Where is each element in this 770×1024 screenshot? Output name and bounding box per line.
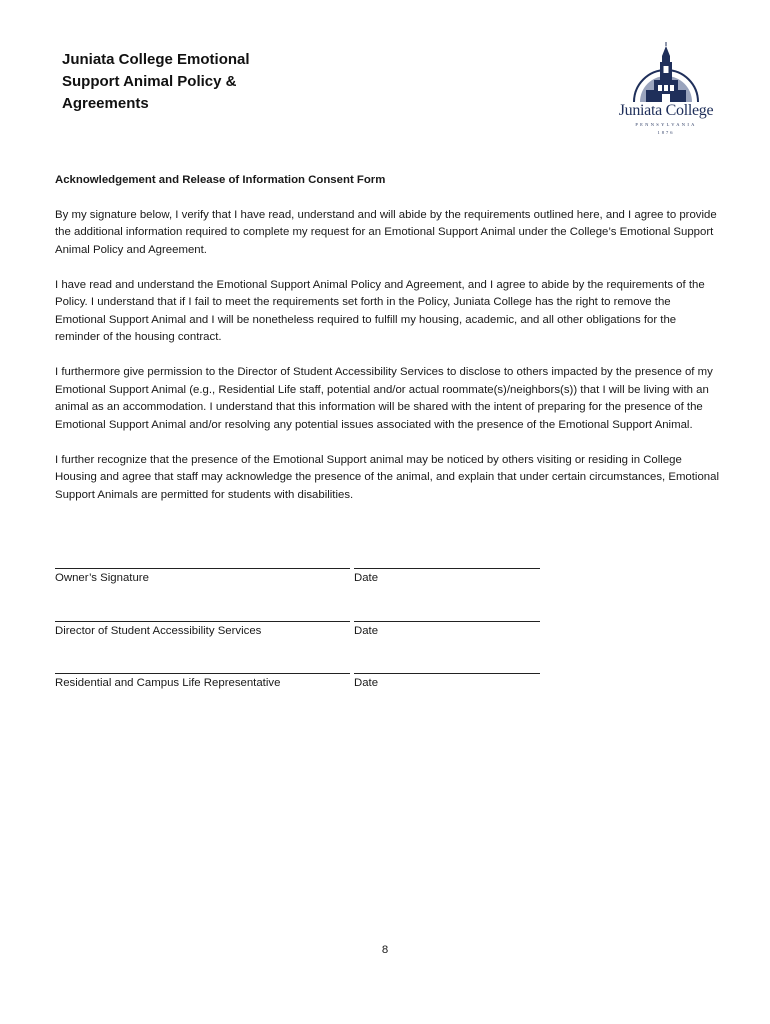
owner-date-label: Date [354,572,379,584]
paragraph-disclosure-permission: I furthermore give permission to the Director of Student Accessibility Services to disclose to others impacted by the presence of my Emotional Support Animal (e.g., Residential Life staff, potential and/or actual roommate(s)/neighbors(s)) that I will be living with an animal as an accommodation. I understand that this information will be shared with the intent of preparing for the presence of the Emotional Support Animal and/or resolving any potential issues associated with the presence of the Emotional Support Animal. [55,366,713,431]
juniata-college-logo [608,42,724,138]
director-date-label: Date [354,624,379,637]
signature-block [55,556,555,714]
logo-wordmark: Juniata College [618,102,714,119]
residential-signature-label: Residential and Campus Life Representative [55,677,281,689]
residential-date-label: Date [354,677,379,689]
founders-hall-icon [608,42,724,104]
page-title: Juniata College Emotional Support Animal Policy & Agreements [62,51,250,112]
signature-row-residential [55,661,555,714]
residential-date-line[interactable] [354,673,540,674]
owner-signature-line[interactable] [55,568,350,569]
director-signature-label: Director of Student Accessibility Services [55,624,262,637]
page-number: 8 [381,944,389,956]
signature-row-owner [55,556,555,609]
logo-subtitle: PENNSYLVANIA [635,122,697,127]
form-heading: Acknowledgement and Release of Information Consent Form [55,174,386,186]
paragraph-housing-recognition: I further recognize that the presence of the Emotional Support animal may be noticed by others visiting or residing in College Housing and agree that staff may acknowledge the presence of the animal, and explain that under certain circumstances, Emotional Support Animals are permitted for students with disabilities. [55,453,719,501]
signature-row-director [55,609,555,662]
owner-signature-label: Owner’s Signature [55,572,149,584]
consent-form-body [55,172,720,522]
paragraph-policy-agreement: I have read and understand the Emotional Support Animal Policy and Agreement, and I agree to abide by the requirements of the Policy. I understand that if I fail to meet the requirements set forth in the Policy, Juniata College has the right to remove the Emotional Support Animal and I will be nonetheless required to fulfill my housing, academic, and all other obligations for the reminder of the housing contract. [55,278,705,343]
logo-year: 1876 [657,130,675,135]
residential-signature-line[interactable] [55,673,350,674]
owner-date-line[interactable] [354,568,540,569]
paragraph-verification: By my signature below, I verify that I have read, understand and will abide by the requirements outlined here, and I agree to provide the additional information required to complete my request for an Emotional Support Animal under the College’s Emotional Support Animal Policy and Agreement. [55,208,717,256]
director-date-line[interactable] [354,621,540,622]
director-signature-line[interactable] [55,621,350,622]
